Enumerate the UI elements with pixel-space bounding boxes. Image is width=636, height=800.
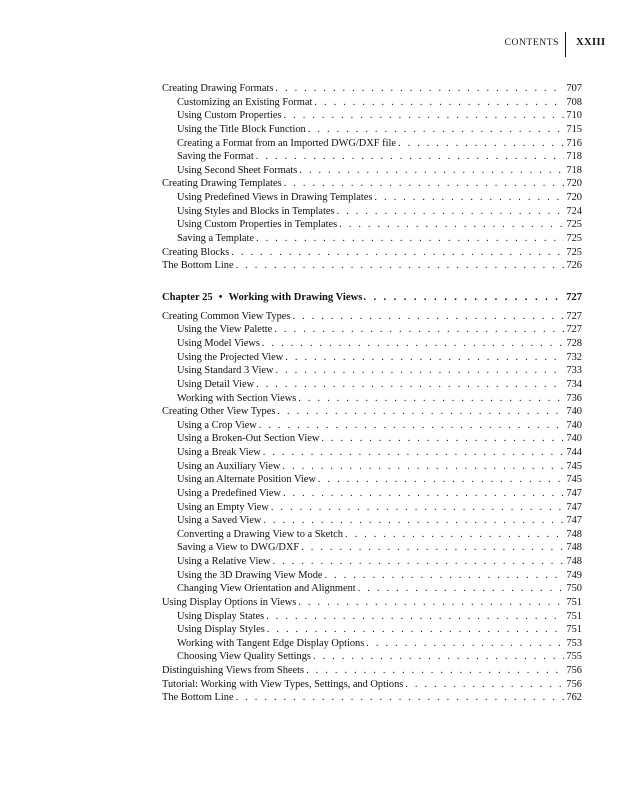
toc-subentry[interactable] bbox=[162, 218, 582, 232]
dot-leader bbox=[339, 218, 564, 232]
dot-leader bbox=[236, 259, 565, 273]
toc-entry-title: Using a Relative View bbox=[177, 556, 271, 567]
chapter-title: Working with Drawing Views bbox=[228, 291, 363, 303]
toc-subentry[interactable] bbox=[162, 501, 582, 515]
dot-leader bbox=[266, 610, 564, 624]
dot-leader bbox=[398, 137, 564, 151]
toc-entry-title: Converting a Drawing View to a Sketch bbox=[177, 528, 343, 540]
toc-entry-title: Using Display Options in Views bbox=[162, 596, 297, 608]
dot-leader bbox=[299, 164, 564, 178]
toc-subentry[interactable] bbox=[162, 109, 582, 123]
toc-entry-page-number: 733 bbox=[566, 365, 582, 377]
toc-entry-page-number: 740 bbox=[566, 433, 582, 445]
toc-entry-title: Changing View Orientation and Alignment bbox=[177, 583, 356, 595]
toc-entry[interactable] bbox=[162, 82, 582, 96]
dot-leader bbox=[277, 405, 564, 419]
running-head bbox=[0, 36, 636, 54]
toc-entry-page-number: 747 bbox=[566, 501, 582, 513]
toc-entry-title: Using a Broken-Out Section View bbox=[177, 433, 320, 445]
toc-entry-page-number: 720 bbox=[566, 178, 582, 190]
toc-entry-title: Using Predefined Views in Drawing Templates bbox=[177, 192, 373, 203]
toc-entry-page-number: 756 bbox=[566, 665, 582, 676]
toc-subentry[interactable] bbox=[162, 123, 582, 137]
toc-entry-title: Saving the Format bbox=[177, 151, 254, 163]
toc-entry-page-number: 740 bbox=[566, 419, 582, 431]
toc-entry-title: Using an Empty View bbox=[177, 501, 269, 513]
toc-entry[interactable] bbox=[162, 310, 582, 324]
toc-entry-title: Using Custom Properties in Templates bbox=[177, 219, 338, 231]
chapter-heading[interactable] bbox=[162, 290, 582, 306]
toc-subentry[interactable] bbox=[162, 487, 582, 501]
toc-subentry[interactable] bbox=[162, 473, 582, 487]
dot-leader bbox=[275, 82, 564, 96]
toc-entry-title: Using a Saved View bbox=[177, 515, 262, 527]
toc-entry-title: Using Second Sheet Formats bbox=[177, 164, 298, 176]
dot-leader bbox=[263, 446, 565, 460]
toc-entry[interactable] bbox=[162, 246, 582, 260]
dot-leader bbox=[298, 596, 564, 610]
toc-subentry[interactable] bbox=[162, 164, 582, 178]
toc-entry[interactable] bbox=[162, 259, 582, 273]
dot-leader bbox=[308, 123, 565, 137]
toc-entry-title: Using Standard 3 View bbox=[177, 365, 274, 377]
dot-leader bbox=[236, 691, 565, 705]
toc-entry-title: Working with Section Views bbox=[177, 392, 297, 404]
dot-leader bbox=[325, 569, 565, 583]
toc-entry-page-number: 756 bbox=[566, 678, 582, 690]
toc-entry-title: Creating a Format from an Imported DWG/DXF file bbox=[177, 137, 397, 149]
toc-section-chapter-24 bbox=[162, 82, 582, 273]
toc-subentry[interactable] bbox=[162, 623, 582, 637]
toc-entry-page-number: 715 bbox=[566, 123, 582, 135]
toc-entry-title: Using the Title Block Function bbox=[177, 123, 306, 135]
toc-entry-page-number: 708 bbox=[566, 96, 582, 108]
dot-leader bbox=[274, 323, 564, 337]
toc-entry-page-number: 751 bbox=[566, 624, 582, 636]
toc-entry-page-number: 724 bbox=[566, 205, 582, 217]
toc-entry-title: Using a Break View bbox=[177, 447, 261, 458]
toc-entry-page-number: 745 bbox=[566, 460, 582, 472]
toc-entry-page-number: 725 bbox=[566, 232, 582, 244]
toc-entry-page-number: 751 bbox=[566, 596, 582, 608]
dot-leader bbox=[292, 310, 564, 324]
chapter-gap bbox=[162, 273, 582, 290]
toc-subentry[interactable] bbox=[162, 378, 582, 392]
dot-leader bbox=[306, 664, 564, 678]
dot-leader bbox=[374, 191, 564, 205]
dot-leader bbox=[313, 650, 564, 664]
dot-leader bbox=[366, 637, 564, 651]
dot-leader bbox=[284, 109, 565, 123]
toc-entry-title: The Bottom Line bbox=[162, 260, 234, 272]
dot-leader bbox=[262, 337, 565, 351]
toc-entry-title: Using the Projected View bbox=[177, 351, 284, 363]
dot-leader bbox=[259, 419, 565, 433]
toc-entry-title: Customizing an Existing Format bbox=[177, 96, 313, 108]
toc-entry-page-number: 707 bbox=[566, 83, 582, 94]
toc-entry-title: Using the 3D Drawing View Mode bbox=[177, 569, 323, 581]
toc-entry-page-number: 728 bbox=[566, 338, 582, 349]
dot-leader bbox=[358, 582, 565, 596]
toc-entry[interactable] bbox=[162, 405, 582, 419]
toc-subentry[interactable] bbox=[162, 514, 582, 528]
dot-leader bbox=[267, 623, 565, 637]
toc-entry-title: Saving a View to DWG/DXF bbox=[177, 542, 300, 554]
toc-subentry[interactable] bbox=[162, 432, 582, 446]
toc-entry-title: Tutorial: Working with View Types, Settings, and Options bbox=[162, 678, 404, 690]
toc-entry-page-number: 718 bbox=[566, 151, 582, 163]
toc-entry-title: Creating Blocks bbox=[162, 246, 230, 258]
toc-entry-page-number: 736 bbox=[566, 392, 582, 404]
running-head-divider bbox=[565, 32, 566, 57]
toc-entry-title: Creating Drawing Formats bbox=[162, 83, 274, 94]
toc-entry-page-number: 732 bbox=[566, 351, 582, 363]
toc-entry-page-number: 748 bbox=[566, 556, 582, 567]
toc-entry-title: Using a Predefined View bbox=[177, 487, 281, 499]
dot-leader bbox=[318, 473, 565, 487]
toc-subentry[interactable] bbox=[162, 446, 582, 460]
toc-entry-page-number: 718 bbox=[566, 164, 582, 176]
toc-entry-page-number: 725 bbox=[566, 219, 582, 231]
toc-subentry[interactable] bbox=[162, 150, 582, 164]
chapter-bullet: • bbox=[218, 291, 223, 303]
toc-entry-title: Saving a Template bbox=[177, 232, 254, 244]
toc-subentry[interactable] bbox=[162, 541, 582, 555]
toc-entry-title: Using a Crop View bbox=[177, 419, 257, 431]
toc-subentry[interactable] bbox=[162, 460, 582, 474]
dot-leader bbox=[405, 678, 564, 692]
toc-entry-page-number: 755 bbox=[566, 651, 582, 663]
dot-leader bbox=[301, 541, 564, 555]
toc-subentry[interactable] bbox=[162, 637, 582, 651]
toc-subentry[interactable] bbox=[162, 137, 582, 151]
toc-entry-title: Using Styles and Blocks in Templates bbox=[177, 205, 335, 217]
dot-leader bbox=[282, 460, 564, 474]
toc-subentry[interactable] bbox=[162, 323, 582, 337]
dot-leader bbox=[345, 528, 564, 542]
dot-leader bbox=[337, 205, 565, 219]
dot-leader bbox=[314, 96, 564, 110]
toc-entry-title: Working with Tangent Edge Display Options bbox=[177, 637, 365, 649]
toc-entry-title: Using an Alternate Position View bbox=[177, 474, 316, 486]
toc-entry[interactable] bbox=[162, 596, 582, 610]
toc-subentry[interactable] bbox=[162, 610, 582, 624]
dot-leader bbox=[363, 290, 565, 306]
toc-entry-page-number: 727 bbox=[566, 324, 582, 336]
dot-leader bbox=[321, 432, 564, 446]
chapter-page-number: 727 bbox=[566, 291, 582, 303]
dot-leader bbox=[256, 150, 565, 164]
toc-entry-page-number: 740 bbox=[566, 406, 582, 418]
dot-leader bbox=[283, 487, 564, 501]
toc-subentry[interactable] bbox=[162, 337, 582, 351]
chapter-label: Chapter 25 bbox=[162, 291, 213, 303]
toc-entry-title: Using Display Styles bbox=[177, 624, 265, 636]
toc-entry-title: Creating Drawing Templates bbox=[162, 178, 282, 190]
toc-entry-page-number: 725 bbox=[566, 246, 582, 258]
toc-entry[interactable] bbox=[162, 678, 582, 692]
toc-entry-page-number: 747 bbox=[566, 487, 582, 499]
toc-subentry[interactable] bbox=[162, 351, 582, 365]
toc-entry[interactable] bbox=[162, 664, 582, 678]
dot-leader bbox=[273, 555, 565, 569]
toc-entry-title: Creating Other View Types bbox=[162, 406, 276, 418]
toc-subentry[interactable] bbox=[162, 96, 582, 110]
toc-subentry[interactable] bbox=[162, 191, 582, 205]
toc-entry-page-number: 749 bbox=[566, 569, 582, 581]
table-of-contents bbox=[162, 82, 582, 705]
toc-entry-title: The Bottom Line bbox=[162, 692, 234, 704]
toc-entry-title: Using Display States bbox=[177, 610, 265, 622]
toc-entry-title: Using the View Palette bbox=[177, 324, 273, 336]
running-head-label: CONTENTS bbox=[504, 38, 559, 48]
toc-subentry[interactable] bbox=[162, 205, 582, 219]
dot-leader bbox=[275, 364, 564, 378]
toc-subentry[interactable] bbox=[162, 419, 582, 433]
page-number: XXIII bbox=[576, 37, 606, 48]
toc-entry-title: Distinguishing Views from Sheets bbox=[162, 665, 305, 676]
toc-entry-page-number: 753 bbox=[566, 637, 582, 649]
toc-subentry[interactable] bbox=[162, 582, 582, 596]
dot-leader bbox=[263, 514, 564, 528]
toc-entry-page-number: 744 bbox=[566, 447, 582, 458]
dot-leader bbox=[231, 246, 564, 260]
toc-entry-page-number: 751 bbox=[566, 610, 582, 622]
toc-entry-page-number: 726 bbox=[566, 260, 582, 272]
toc-entry-title: Using an Auxiliary View bbox=[177, 460, 281, 472]
toc-entry-title: Using Custom Properties bbox=[177, 110, 282, 122]
dot-leader bbox=[298, 392, 564, 406]
toc-subentry[interactable] bbox=[162, 364, 582, 378]
toc-subentry[interactable] bbox=[162, 528, 582, 542]
toc-entry-page-number: 748 bbox=[566, 528, 582, 540]
toc-entry-page-number: 748 bbox=[566, 542, 582, 554]
toc-entry-page-number: 747 bbox=[566, 515, 582, 527]
toc-entry-page-number: 745 bbox=[566, 474, 582, 486]
toc-entry-page-number: 716 bbox=[566, 137, 582, 149]
toc-entry-page-number: 710 bbox=[566, 110, 582, 122]
dot-leader bbox=[256, 378, 564, 392]
toc-subentry[interactable] bbox=[162, 555, 582, 569]
toc-entry-title: Choosing View Quality Settings bbox=[177, 651, 311, 663]
toc-entry-page-number: 734 bbox=[566, 378, 582, 390]
toc-entry-title: Creating Common View Types bbox=[162, 310, 291, 322]
toc-entry[interactable] bbox=[162, 691, 582, 705]
dot-leader bbox=[271, 501, 565, 515]
toc-subentry[interactable] bbox=[162, 569, 582, 583]
toc-entry-page-number: 720 bbox=[566, 192, 582, 203]
toc-subentry[interactable] bbox=[162, 392, 582, 406]
toc-entry-page-number: 750 bbox=[566, 583, 582, 595]
toc-entry[interactable] bbox=[162, 177, 582, 191]
toc-subentry[interactable] bbox=[162, 232, 582, 246]
dot-leader bbox=[284, 177, 565, 191]
toc-section-chapter-25 bbox=[162, 310, 582, 705]
toc-entry-title: Using Detail View bbox=[177, 378, 255, 390]
toc-entry-page-number: 727 bbox=[566, 310, 582, 322]
dot-leader bbox=[285, 351, 564, 365]
dot-leader bbox=[256, 232, 564, 246]
toc-subentry[interactable] bbox=[162, 650, 582, 664]
toc-entry-page-number: 762 bbox=[566, 692, 582, 704]
toc-entry-title: Using Model Views bbox=[177, 338, 260, 349]
